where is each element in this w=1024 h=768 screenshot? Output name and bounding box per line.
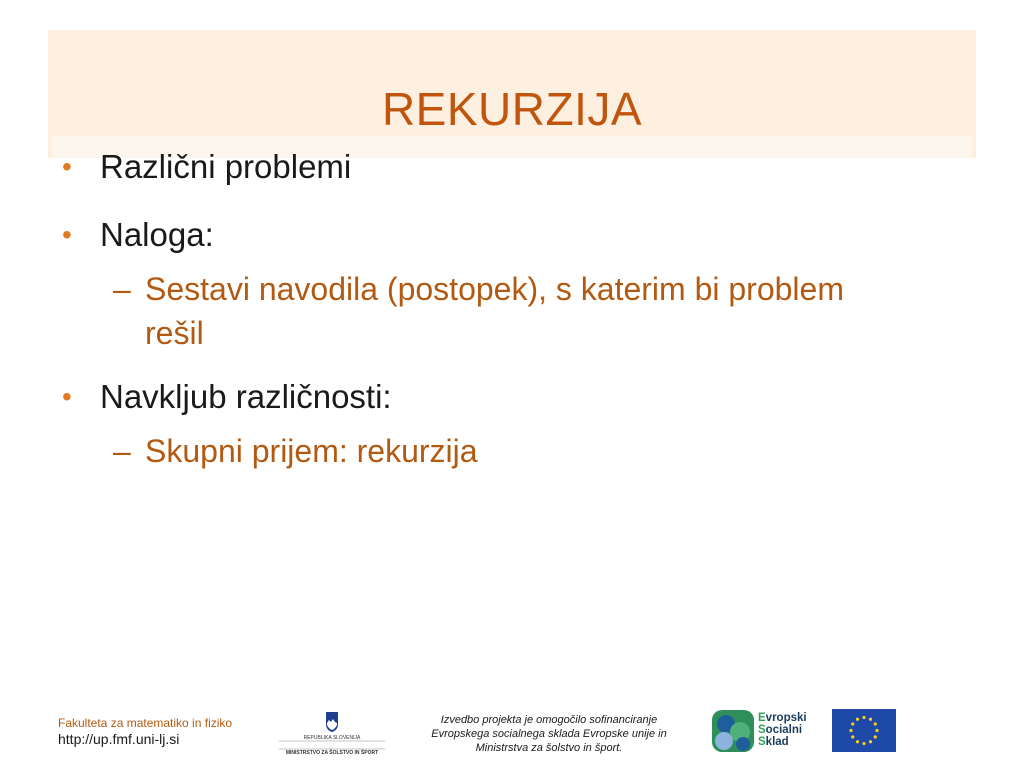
bullet-item — [60, 213, 960, 257]
eu-star-icon — [869, 718, 872, 721]
bullet-text: Različni problemi — [100, 148, 352, 185]
eu-flag-icon — [832, 709, 896, 752]
eu-star-icon — [849, 729, 852, 732]
eu-star-icon — [862, 742, 865, 745]
eu-star-icon — [856, 740, 859, 743]
sub-bullet-text-continued: rešil — [145, 315, 204, 351]
eu-star-icon — [851, 722, 854, 725]
sub-bullet-marker: – — [113, 271, 131, 307]
bullet-text: Naloga: — [100, 216, 214, 253]
eu-star-icon — [869, 740, 872, 743]
bullet-item — [60, 145, 960, 189]
esf-label: Evropski Socialni Sklad — [758, 712, 807, 748]
slide-title: REKURZIJA — [381, 83, 643, 135]
eu-star-icon — [874, 722, 877, 725]
sub-bullet-text: Skupni prijem: rekurzija — [145, 433, 478, 469]
bullet-text: Navkljub različnosti: — [100, 378, 392, 415]
faculty-name: Fakulteta za matematiko in fiziko — [58, 716, 233, 730]
cofinancing-note: Izvedbo projekta je omogočilo sofinanciranje Evropskega socialnega sklada Evropske unije in Ministrstva za šolstvo in šport. — [431, 714, 667, 754]
faculty-url[interactable]: http://up.fmf.uni-lj.si — [58, 731, 180, 747]
slide-content — [60, 145, 960, 493]
sub-bullet-item — [113, 267, 960, 355]
eu-star-icon — [856, 718, 859, 721]
sub-bullet-marker: – — [113, 433, 131, 469]
republic-label: REPUBLIKA SLOVENIJA — [303, 735, 361, 741]
sub-bullet-text: Sestavi navodila (postopek), s katerim bi problem — [145, 271, 844, 307]
bullet-item — [60, 375, 960, 419]
eu-star-icon — [862, 716, 865, 719]
ministry-label: MINISTRSTVO ZA ŠOLSTVO IN ŠPORT — [285, 750, 379, 756]
bullet-marker: • — [62, 219, 72, 250]
eu-star-icon — [851, 735, 854, 738]
bullet-marker: • — [62, 381, 72, 412]
bullet-marker: • — [62, 151, 72, 182]
sub-bullet-item — [113, 429, 960, 473]
eu-star-icon — [875, 729, 878, 732]
ministry-logo — [279, 708, 385, 756]
eu-star-icon — [874, 735, 877, 738]
